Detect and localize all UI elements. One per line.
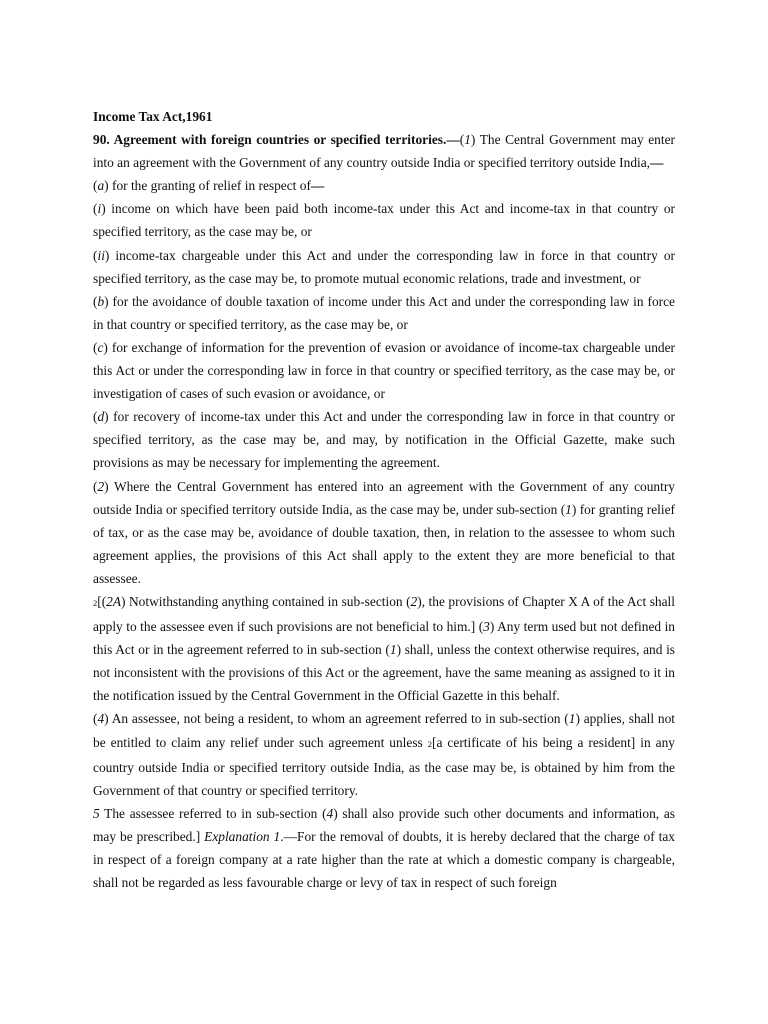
sub-clause-numeral: i bbox=[97, 201, 102, 217]
clause-d-text: for recovery of income-tax under this Act and under the corresponding law in force in that country or specified territory, as the case may be, and may, by notification in the Official Gazette, make such provisions as may be necessary for implementing the agreement. bbox=[93, 409, 675, 471]
document-title-text: Income Tax Act,1961 bbox=[93, 109, 213, 124]
clause-a: (a) for the granting of relief in respect of— bbox=[93, 178, 325, 194]
subsection-number: 4 bbox=[97, 711, 105, 727]
subsection-number: 5 bbox=[93, 805, 100, 821]
clause-c: (c) for exchange of information for the prevention of evasion or avoidance of income-tax chargeable under this Act or under the corresponding law in force in that country or specified territory, as the case may be, or investigation of cases of such evasion or avoidance, or bbox=[93, 339, 675, 402]
subsection-reference: 4 bbox=[326, 805, 334, 821]
footnote-marker: 2 bbox=[427, 738, 433, 749]
clause-letter: c bbox=[97, 339, 104, 355]
document-title bbox=[93, 105, 675, 128]
clause-b-text: for the avoidance of double taxation of income under this Act and under the corresponding law in force in that country or specified territory, as the case may be, or bbox=[93, 293, 675, 332]
sub-clause-numeral: ii bbox=[97, 247, 105, 263]
clause-letter: d bbox=[97, 409, 105, 425]
footnote-marker: 2 bbox=[93, 597, 98, 608]
explanation-text: —For the removal of doubts, it is hereby declared that the charge of tax in respect of a foreign company at a rate higher than the rate at which a domestic company is chargeable, shall not be regarded as less favourable charge or levy of tax in respect of such foreign bbox=[93, 828, 676, 891]
explanation-label: Explanation 1 bbox=[204, 828, 281, 844]
document-page bbox=[93, 105, 675, 894]
subsection-reference: 2 bbox=[410, 593, 418, 609]
sub-clause-i-text: income on which have been paid both income-tax under this Act and income-tax in that country or specified territory, as the case may be, or bbox=[93, 201, 675, 240]
subsection-2a-and-3: 2[(2A) Notwithstanding anything contained in sub-section (2), the provisions of Chapter X A of the Act shall apply to the assessee even if such provisions are not beneficial to him.] (3) Any term used but not defined in this Act or in the agreement referred to in sub-section (1) shall, unless the context otherwise requires, and is not inconsistent with the provisions of this Act or the agreement, have the same meaning as assigned to it in the notification issued by the Central Government in the Official Gazette in this behalf. bbox=[93, 593, 676, 704]
subsection-2: (2) Where the Central Government has entered into an agreement with the Government of any country outside India or specified territory outside India, as the case may be, under sub-section (1) for granting relief of tax, or as the case may be, avoidance of double taxation, then, in relation to the assessee to whom such agreement applies, the provisions of this Act shall apply to the extent they are more beneficial to that assessee. bbox=[93, 478, 675, 586]
subsection-4: (4) An assessee, not being a resident, to whom an agreement referred to in sub-section (1) applies, shall not be entitled to claim any relief under such agreement unless 2[a certificate of his being a resident] in any country outside India or specified territory outside India, as the case may be, is obtained by him from the Government of that country or specified territory. bbox=[93, 711, 675, 798]
subsection-reference: 1 bbox=[389, 642, 397, 658]
sub-clause-ii-text: income-tax chargeable under this Act and under the corresponding law in force in that country or specified territory, as the case may be, to promote mutual economic relations, trade and investment, or bbox=[93, 247, 675, 286]
clause-a-text: for the granting of relief in respect of bbox=[108, 178, 311, 194]
clause-b: (b) for the avoidance of double taxation of income under this Act and under the corresponding law in force in that country or specified territory, as the case may be, or bbox=[93, 293, 675, 332]
clause-c-text: for exchange of information for the prevention of evasion or avoidance of income-tax chargeable under this Act or under the corresponding law in force in that country or specified territory, as the case may be, or investigation of cases of such evasion or avoidance, or bbox=[93, 339, 675, 402]
clause-letter: a bbox=[97, 178, 105, 194]
sub-clause-i: (i) income on which have been paid both income-tax under this Act and income-tax in that country or specified territory, as the case may be, or bbox=[93, 201, 675, 240]
subsection-reference: 1 bbox=[565, 501, 572, 517]
clause-letter: b bbox=[97, 293, 105, 309]
subsection-number: 1 bbox=[464, 132, 471, 148]
subsection-number: 3 bbox=[483, 619, 490, 635]
subsection-1: 90. Agreement with foreign countries or specified territories.—(1) The Central Government may enter into an agreement with the Government of any country outside India or specified territory outside India,— bbox=[93, 132, 675, 171]
subsection-number: 2 bbox=[97, 478, 105, 494]
subsection-reference: 1 bbox=[568, 711, 576, 727]
subsection-5: 5 The assessee referred to in sub-section (4) shall also provide such other documents and information, as may be prescribed.] Explanation 1.—For the removal of doubts, it is hereby declared that the charge of tax in respect of a foreign company at a rate higher than the rate at which a domestic company is chargeable, shall not be regarded as less favourable charge or levy of tax in respect of such foreign bbox=[93, 805, 676, 891]
clause-d: (d) for recovery of income-tax under this Act and under the corresponding law in force in that country or specified territory, as the case may be, and may, by notification in the Official Gazette, make such provisions as may be necessary for implementing the agreement. bbox=[93, 409, 675, 471]
subsection-number: 2A bbox=[106, 593, 122, 609]
subsection-1-text: The Central Government may enter into an agreement with the Government of any country outside India or specified territory outside India, bbox=[93, 132, 675, 171]
section-90-heading: 90. Agreement with foreign countries or specified territories.— bbox=[93, 132, 460, 148]
sub-clause-ii: (ii) income-tax chargeable under this Act and under the corresponding law in force in that country or specified territory, as the case may be, to promote mutual economic relations, trade and investment, or bbox=[93, 247, 675, 286]
